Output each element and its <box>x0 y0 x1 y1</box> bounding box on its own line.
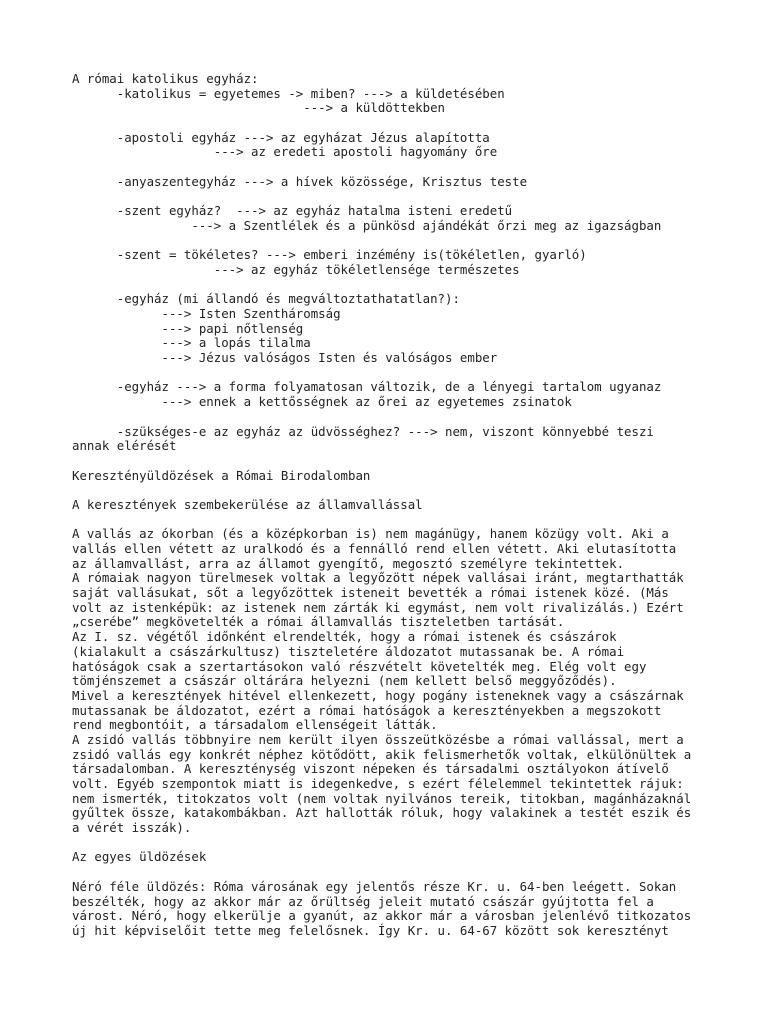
blank-line <box>72 116 712 131</box>
blank-line <box>72 836 712 851</box>
blank-line <box>72 160 712 175</box>
text-line: az államvallást, arra az államot gyengítő, megosztó személyre tekintettek. <box>72 555 625 571</box>
text-line: ---> az egyház tökéletlensége természetes <box>72 261 520 277</box>
blank-line <box>72 454 712 469</box>
text-line: ---> papi nőtlenség <box>72 320 304 336</box>
document-page <box>72 72 712 939</box>
text-line: vallás ellen vétett az uralkodó és a fennálló rend ellen vétett. Aki elutasította <box>72 541 677 556</box>
text-line: beszélték, hogy az akkor már az őrültség jeleit mutató császár gyújtotta fel a <box>72 893 654 909</box>
text-line: -szükséges-e az egyház az üdvösséghez? ---> nem, viszont könnyebbé teszi <box>72 423 654 439</box>
text-line: ---> ennek a kettősségnek az őrei az egyetemes zsinatok <box>72 394 572 410</box>
text-line: ---> Jézus valóságos Isten és valóságos ember <box>72 350 498 366</box>
text-line: -szent = tökéletes? ---> emberi inzémény is(tökéletlen, gyarló) <box>72 247 587 263</box>
text-line: nem ismerték, titokzatos volt (nem voltak nyilvános tereik, titokban, magánházaknál <box>72 790 692 806</box>
blank-line <box>72 190 712 205</box>
text-line: ---> a Szentlélek és a pünkösd ajándékát őrzi meg az igazságban <box>72 217 662 233</box>
text-line: Az I. sz. végétől időnként elrendelték, hogy a római istenek és császárok <box>72 629 617 645</box>
text-line: új hit képviselőit tette meg felelősnek. Így Kr. u. 64-67 között sok keresztényt <box>72 922 669 938</box>
text-line: mutassanak be áldozatot, ezért a római hatóságok a keresztényekben a megszokott <box>72 702 662 718</box>
blank-line <box>72 278 712 293</box>
text-line: A rómaiak nagyon türelmesek voltak a legyőzött népek vallásai iránt, megtarthatták <box>72 570 684 586</box>
text-line: -katolikus = egyetemes -> miben? ---> a küldetésében <box>72 85 505 101</box>
text-line: -egyház ---> a forma folyamatosan változik, de a lényegi tartalom ugyanaz <box>72 379 662 395</box>
text-line: Az egyes üldözések <box>72 849 207 865</box>
text-line: A keresztények szembekerülése az államvallással <box>72 496 423 512</box>
text-line: gyűltek össze, katakombákban. Azt hallották róluk, hogy valakinek a testét eszik és <box>72 805 692 821</box>
text-line: volt. Egyéb szempontok miatt is idegenkedve, s ezért félelemmel tekintettek rájuk: <box>72 776 684 791</box>
text-line: annak elérését <box>72 438 177 454</box>
text-line: ---> a küldöttekben <box>72 100 445 116</box>
blank-line <box>72 865 712 880</box>
text-line: -egyház (mi állandó és megváltoztathatatlan?): <box>72 291 460 307</box>
text-line: -szent egyház? ---> az egyház hatalma isteni eredetű <box>72 203 513 219</box>
blank-line <box>72 234 712 249</box>
text-line: „cserébe” megkövetelték a római államvallás tiszteletben tartását. <box>72 614 565 630</box>
text-line: A római katolikus egyház: <box>72 71 259 86</box>
text-line: társadalomban. A kereszténység viszont népeken és társadalmi osztályokon átívelő <box>72 761 669 777</box>
blank-line <box>72 483 712 498</box>
text-line: saját vallásukat, sőt a legyőzöttek isteneit bevették a római istenek közé. (Más <box>72 585 669 601</box>
blank-line <box>72 410 712 425</box>
text-line: ---> Isten Szentháromság <box>72 306 341 321</box>
text-line: zsidó vallás egy konkrét néphez kötődött, akik felismerhetők voltak, elkülönültek a <box>72 746 692 762</box>
text-line: Keresztényüldözések a Római Birodalomban <box>72 467 371 483</box>
text-line: ---> az eredeti apostoli hagyomány őre <box>72 144 498 160</box>
text-line: (kialakult a császárkultusz) tiszteletére áldozatot mutassanak be. A római <box>72 643 625 659</box>
blank-line <box>72 366 712 381</box>
text-line: ---> a lopás tilalma <box>72 335 311 351</box>
text-line: a vérét isszák). <box>72 820 192 836</box>
text-line: tömjénszemet a császár oltárára helyezni (nem kellett belső meggyőződés). <box>72 673 617 689</box>
text-line: -apostoli egyház ---> az egyházat Jézus alapította <box>72 129 490 145</box>
blank-line <box>72 513 712 528</box>
text-line: A vallás az ókorban (és a középkorban is) nem magánügy, hanem közügy volt. Aki a <box>72 526 669 542</box>
text-line: hatóságok csak a szertartásokon való részvételt követelték meg. Elég volt egy <box>72 658 647 674</box>
text-line: A zsidó vallás többnyire nem került ilyen összeütközésbe a római vallással, mert a <box>72 731 684 747</box>
text-line: Néró féle üldözés: Róma városának egy jelentős része Kr. u. 64-ben leégett. Sokan <box>72 878 677 894</box>
text-line: Mivel a keresztények hitével ellenkezett, hogy pogány isteneknek vagy a császárnak <box>72 687 684 703</box>
text-line: rend megbontóit, a társadalom ellenségeit látták. <box>72 717 438 733</box>
text-line: volt az istenképük: az istenek nem zárták ki egymást, nem volt rivalizálás.) Ezért <box>72 599 684 615</box>
text-line: várost. Néró, hogy elkerülje a gyanút, az akkor már a városban jelenlévő titkozatos <box>72 908 692 924</box>
text-line: -anyaszentegyház ---> a hívek közössége, Krisztus teste <box>72 173 528 189</box>
